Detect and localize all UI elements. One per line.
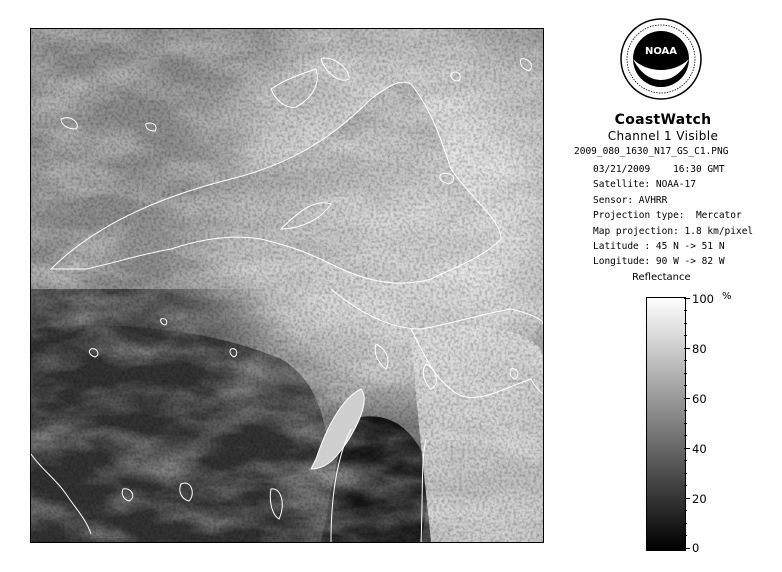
colorbar-minor-tick: [684, 460, 687, 461]
satellite-image: [30, 28, 544, 543]
colorbar-minor-tick: [684, 373, 687, 374]
colorbar-minor-tick: [684, 335, 687, 336]
reflectance-colorbar: [646, 297, 686, 551]
colorbar-tick: [684, 298, 690, 299]
app-title: CoastWatch: [614, 112, 712, 128]
channel-label: Channel 1 Visible: [607, 129, 719, 143]
noaa-logo: [620, 18, 702, 100]
colorbar-tick: [684, 548, 690, 549]
colorbar-tick-label: 80: [692, 342, 707, 356]
colorbar-tick: [684, 398, 690, 399]
colorbar-minor-tick: [684, 473, 687, 474]
sensor: Sensor: AVHRR: [593, 194, 668, 206]
colorbar-tick: [684, 348, 690, 349]
colorbar-minor-tick: [684, 523, 687, 524]
colorbar-minor-tick: [684, 323, 687, 324]
colorbar-minor-tick: [684, 410, 687, 411]
colorbar-tick-label: 60: [692, 392, 707, 406]
longitude: Longitude: 90 W -> 82 W: [593, 256, 725, 268]
colorbar-tick-label: 40: [692, 442, 707, 456]
colorbar-minor-tick: [684, 385, 687, 386]
colorbar-minor-tick: [684, 510, 687, 511]
satellite: Satellite: NOAA-17: [593, 179, 696, 191]
date-time: 03/21/2009 16:30 GMT: [593, 164, 725, 175]
projection-type: Projection type: Mercator: [593, 210, 742, 222]
colorbar-unit: %: [722, 291, 732, 302]
colorbar-tick-label: 20: [692, 492, 707, 506]
colorbar-minor-tick: [684, 485, 687, 486]
colorbar-title: Reflectance: [632, 272, 691, 283]
map-projection: Map projection: 1.8 km/pixel: [593, 225, 754, 237]
colorbar-tick-label: 100: [692, 292, 714, 306]
logo-text: NOAA: [644, 46, 678, 57]
colorbar-tick: [684, 498, 690, 499]
colorbar-minor-tick: [684, 435, 687, 436]
latitude: Latitude : 45 N -> 51 N: [593, 241, 725, 253]
colorbar-minor-tick: [684, 310, 687, 311]
colorbar-tick-label: 0: [692, 541, 700, 555]
colorbar-minor-tick: [684, 535, 687, 536]
metadata-list: [593, 162, 782, 270]
filename: 2009_080_1630_N17_GS_C1.PNG: [574, 146, 729, 157]
colorbar-minor-tick: [684, 423, 687, 424]
colorbar-tick: [684, 448, 690, 449]
colorbar-minor-tick: [684, 360, 687, 361]
